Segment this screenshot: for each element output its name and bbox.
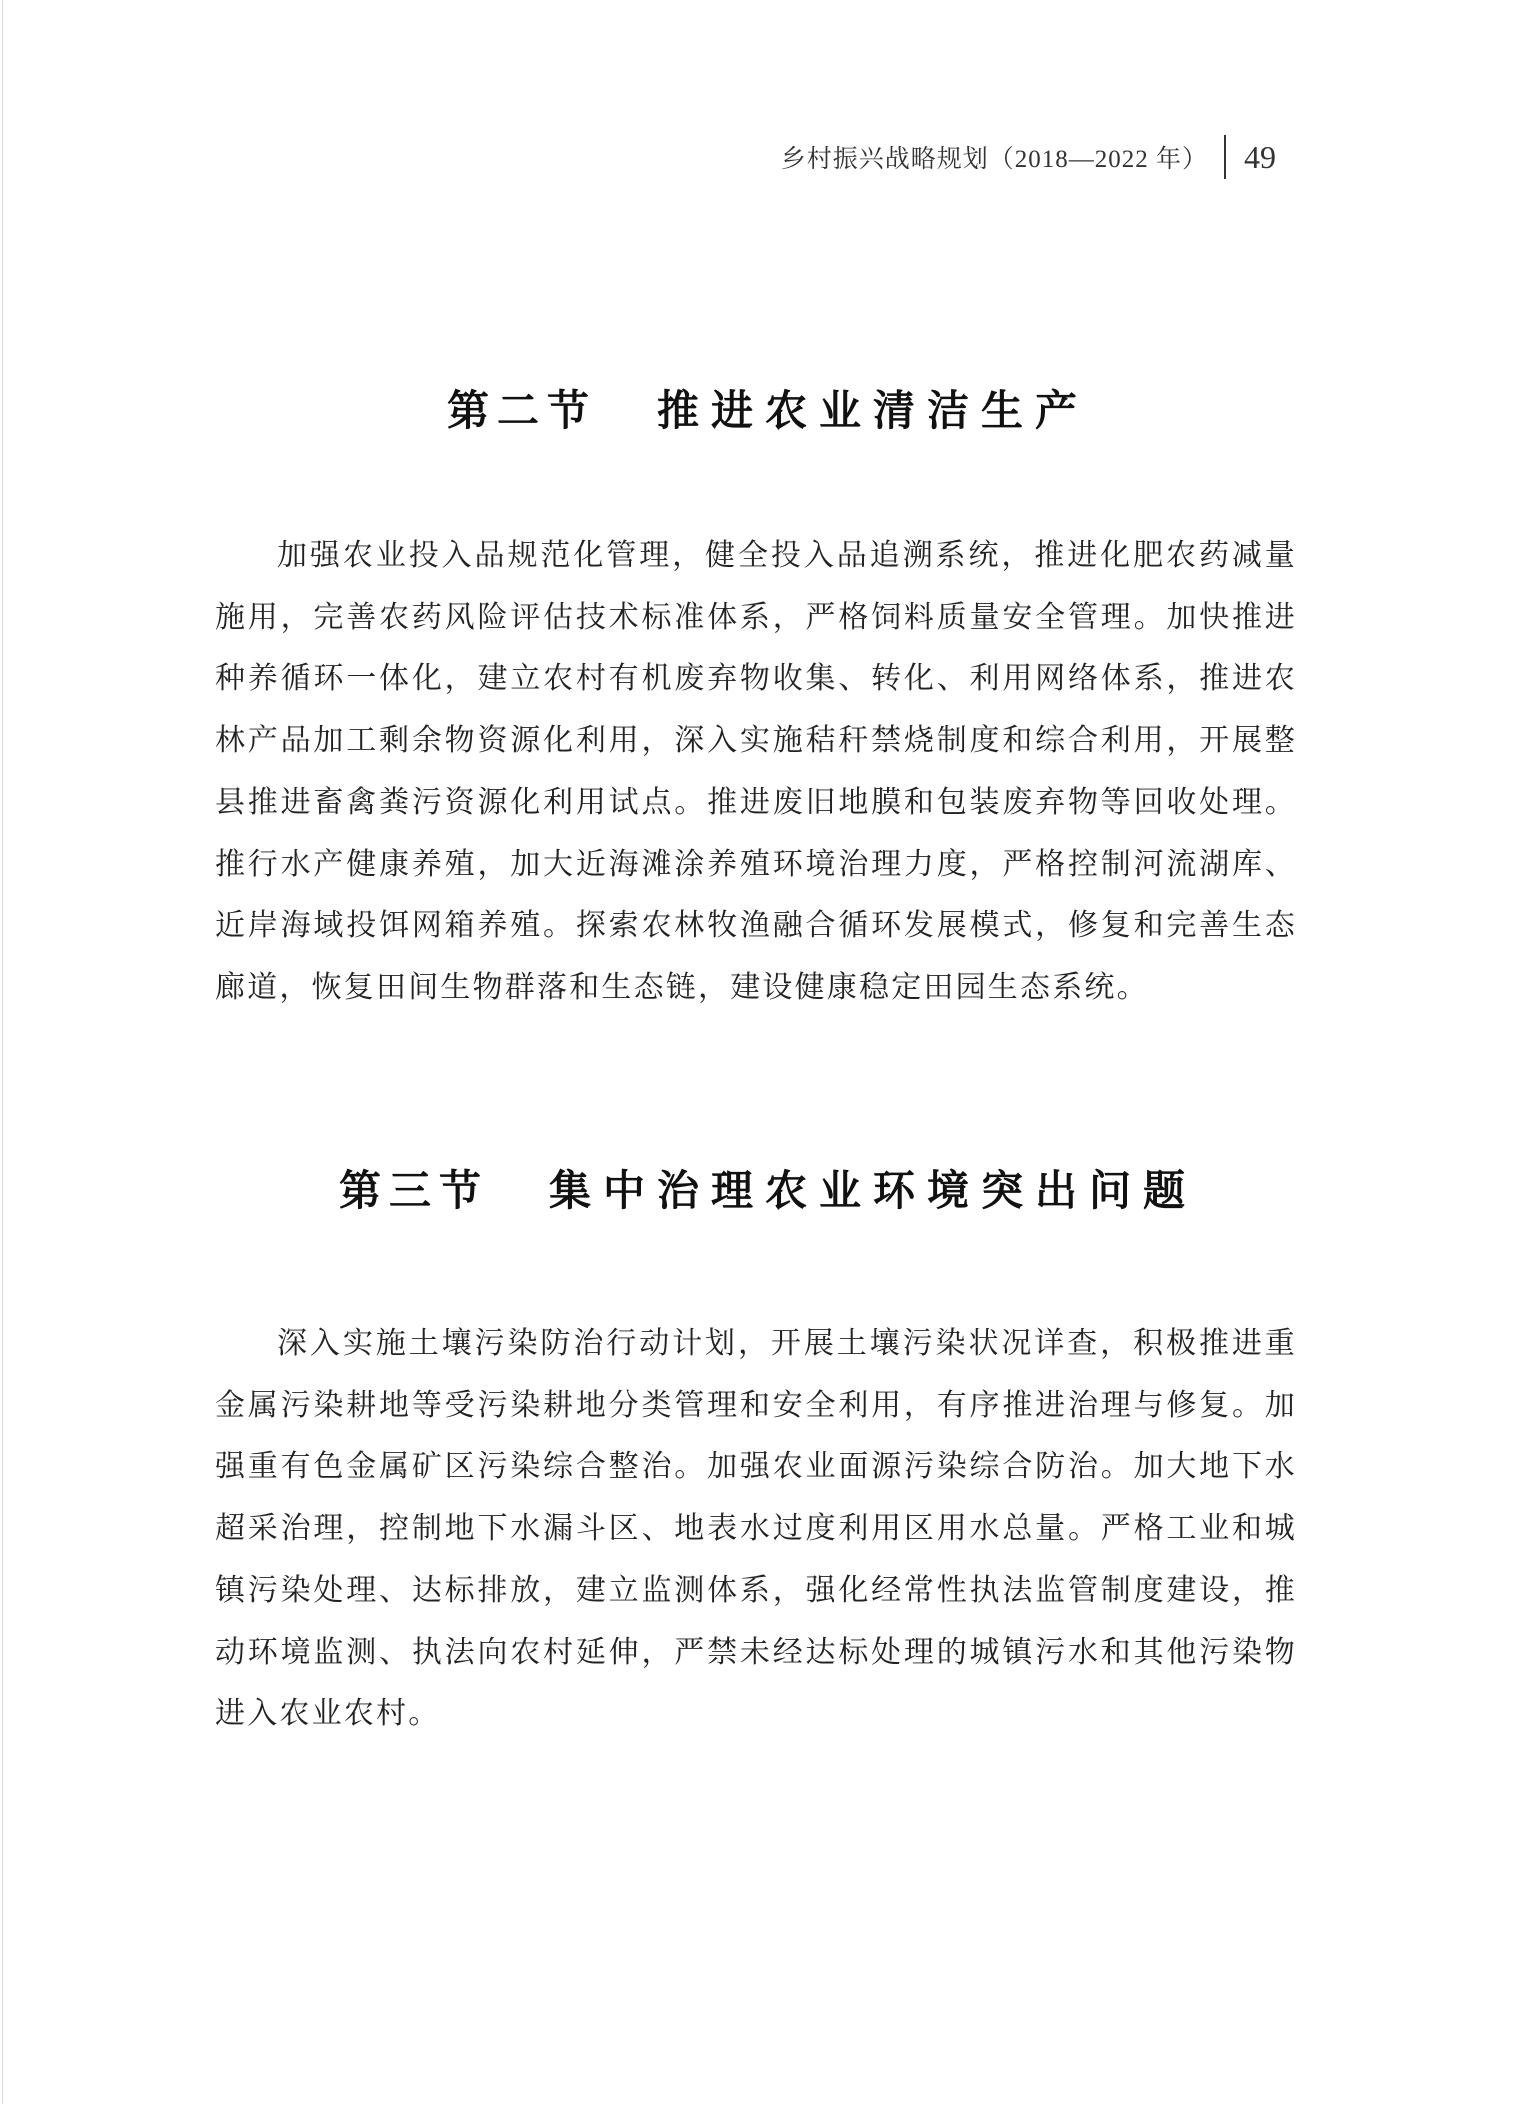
header-divider — [1224, 135, 1226, 179]
section-number: 第三节 — [338, 1166, 489, 1215]
section-title: 推进农业清洁生产 — [657, 386, 1090, 435]
section-title: 集中治理农业环境突出问题 — [549, 1166, 1198, 1215]
section-number: 第二节 — [446, 386, 597, 435]
page-number: 49 — [1244, 138, 1276, 175]
running-header — [781, 132, 1276, 182]
section-heading-2 — [0, 378, 1536, 438]
section-2-paragraph: 加强农业投入品规范化管理，健全投入品追溯系统，推进化肥农药减量施用，完善农药风险评估技术标准体系，严格饲料质量安全管理。加快推进种养循环一体化，建立农村有机废弃物收集、转化、利用网络体系，推进农林产品加工剩余物资源化利用，深入实施秸秆禁烧制度和综合利用，开展整县推进畜禽粪污资源化利用试点。推进废旧地膜和包装废弃物等回收处理。推行水产健康养殖，加大近海滩涂养殖环境治理力度，严格控制河流湖库、近岸海域投饵网箱养殖。探索农林牧渔融合循环发展模式，修复和完善生态廊道，恢复田间生物群落和生态链，建设健康稳定田园生态系统。 — [215, 538, 1297, 1005]
section-heading-3 — [0, 1158, 1536, 1218]
section-3-paragraph: 深入实施土壤污染防治行动计划，开展土壤污染状况详查，积极推进重金属污染耕地等受污染耕地分类管理和安全利用，有序推进治理与修复。加强重有色金属矿区污染综合整治。加强农业面源污染综合防治。加大地下水超采治理，控制地下水漏斗区、地表水过度利用区用水总量。严格工业和城镇污染处理、达标排放，建立监测体系，强化经常性执法监管制度建设，推动环境监测、执法向农村延伸，严禁未经达标处理的城镇污水和其他污染物进入农业农村。 — [215, 1326, 1297, 1732]
running-header-title: 乡村振兴战略规划（2018—2022 年） — [780, 146, 1208, 173]
page-edge-line — [2, 0, 3, 2104]
